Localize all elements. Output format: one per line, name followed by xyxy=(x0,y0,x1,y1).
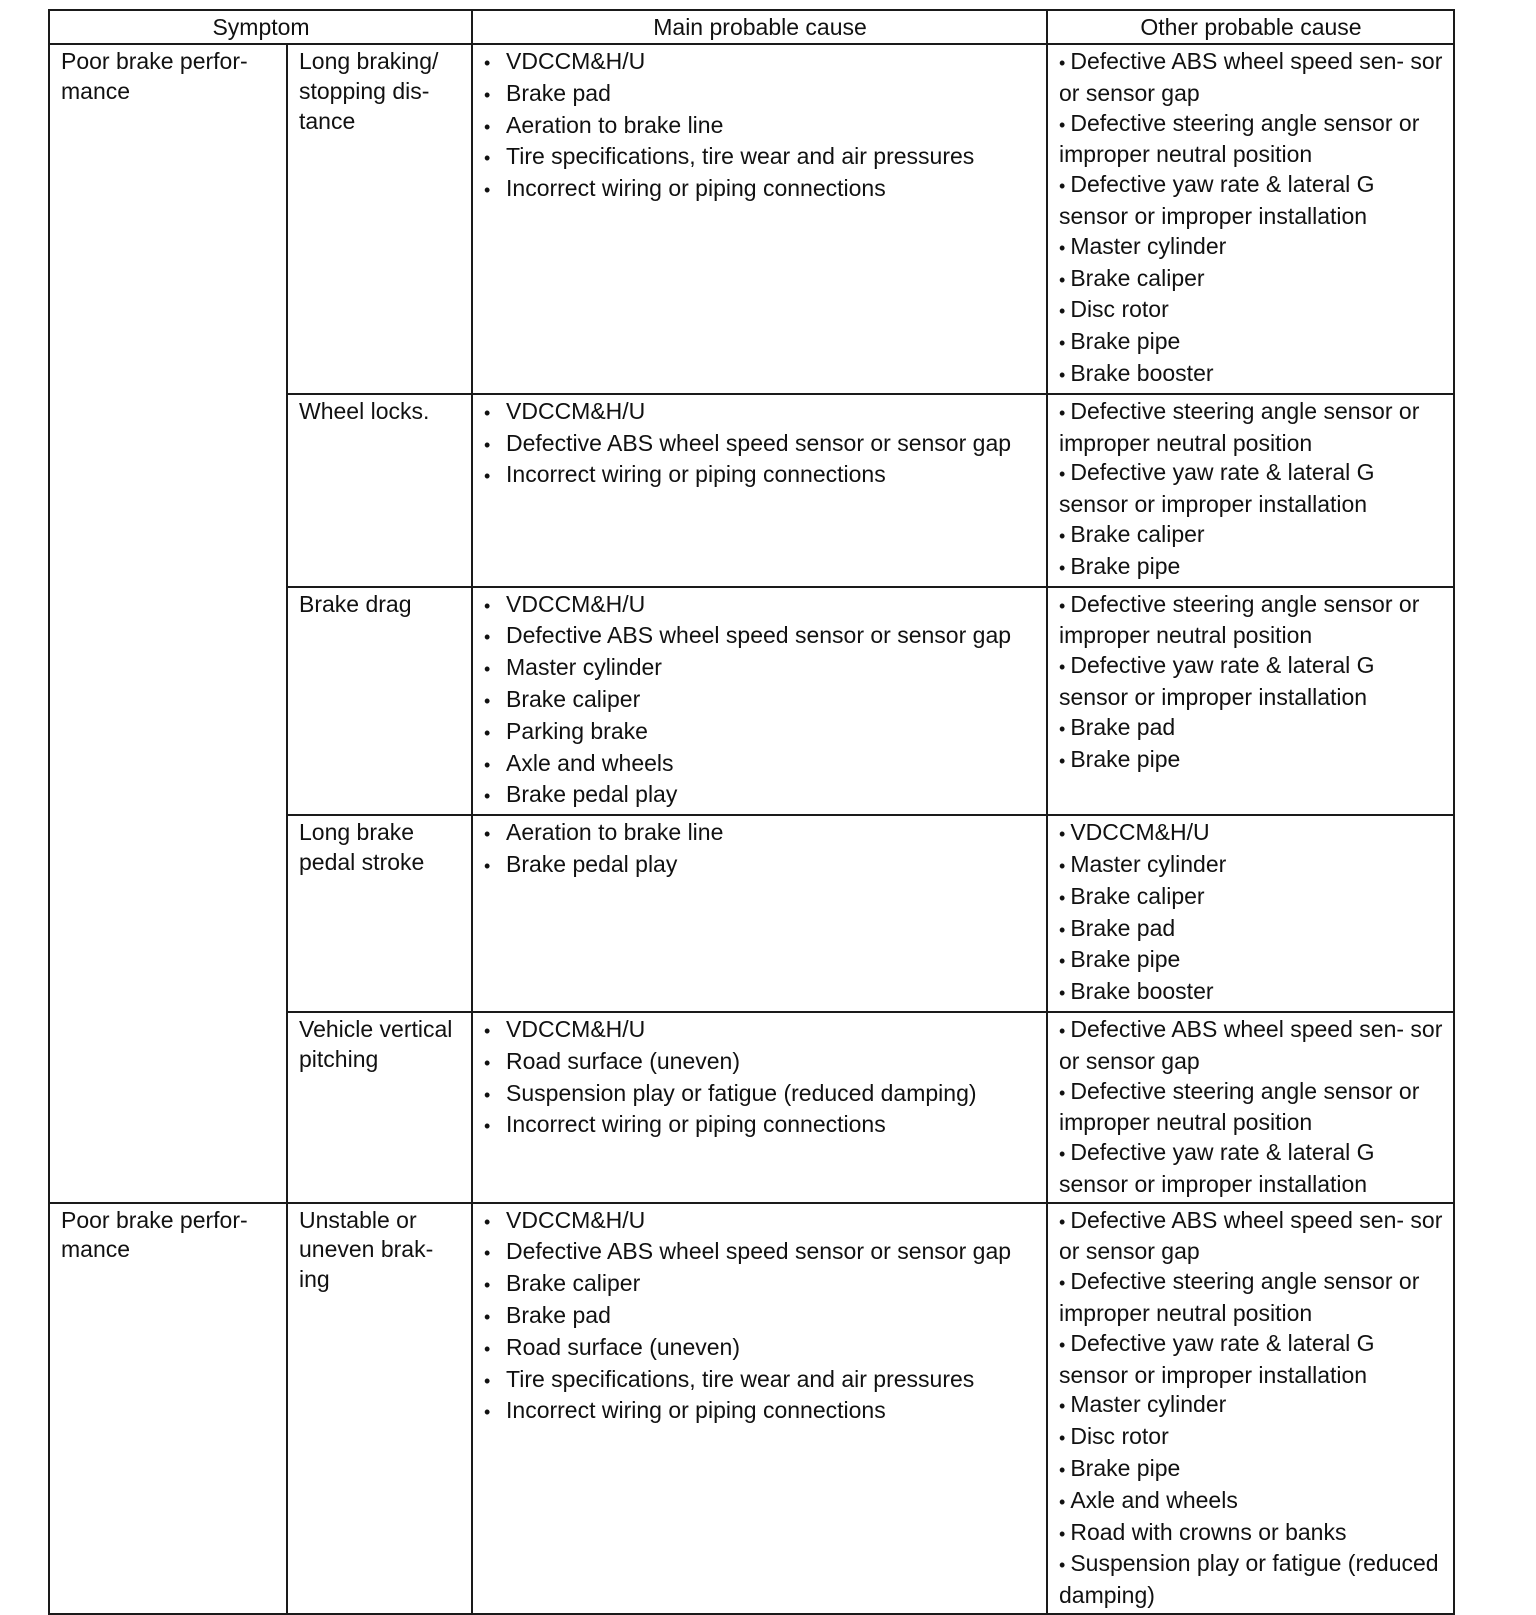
other-cause-cell xyxy=(1047,815,1454,1012)
list-item: • Brake caliper xyxy=(484,1269,1036,1301)
list-item: • Brake caliper xyxy=(1059,520,1443,552)
symptom-group-cell: Poor brake perfor- mance xyxy=(49,1203,287,1614)
list-item: • Brake caliper xyxy=(1059,264,1443,296)
list-item: • Brake caliper xyxy=(1059,882,1443,914)
list-item: • Incorrect wiring or piping connections xyxy=(484,460,1036,492)
other-cause-list xyxy=(1059,590,1443,777)
other-cause-list xyxy=(1059,397,1443,584)
other-cause-cell xyxy=(1047,394,1454,587)
list-item: • Brake pipe xyxy=(1059,745,1443,777)
main-cause-list xyxy=(484,818,1036,882)
symptom-detail-cell: Vehicle vertical pitching xyxy=(287,1012,472,1203)
symptom-detail-cell: Long braking/ stopping dis- tance xyxy=(287,44,472,394)
list-item: • Master cylinder xyxy=(1059,1390,1443,1422)
table-row xyxy=(49,44,1454,394)
list-item: • VDCCM&H/U xyxy=(1059,818,1443,850)
list-item: • Road surface (uneven) xyxy=(484,1047,1036,1079)
list-item: • Incorrect wiring or piping connections xyxy=(484,1396,1036,1428)
list-item: • Incorrect wiring or piping connections xyxy=(484,174,1036,206)
list-item: • Axle and wheels xyxy=(1059,1486,1443,1518)
main-cause-cell xyxy=(472,1012,1047,1203)
diagnosis-table xyxy=(48,9,1455,1615)
list-item: • Defective steering angle sensor or improper neutral position xyxy=(1059,109,1443,171)
list-item: • Brake pad xyxy=(1059,914,1443,946)
list-item: • Brake pedal play xyxy=(484,850,1036,882)
list-item: • Defective yaw rate & lateral G sensor or improper installation xyxy=(1059,170,1443,232)
main-cause-cell xyxy=(472,815,1047,1012)
list-item: • Brake caliper xyxy=(484,685,1036,717)
list-item: • Defective ABS wheel speed sensor or sensor gap xyxy=(484,1237,1036,1269)
list-item: • Defective yaw rate & lateral G sensor or improper installation xyxy=(1059,1329,1443,1391)
list-item: • Brake pad xyxy=(1059,713,1443,745)
list-item: • Defective yaw rate & lateral G sensor or improper installation xyxy=(1059,458,1443,520)
list-item: • Suspension play or fatigue (reduced damping) xyxy=(484,1079,1036,1111)
list-item: • Defective yaw rate & lateral G sensor or improper installation xyxy=(1059,1138,1443,1200)
other-cause-list xyxy=(1059,1206,1443,1611)
other-cause-list xyxy=(1059,818,1443,1009)
header-other-cause: Other probable cause xyxy=(1047,10,1454,44)
main-cause-list xyxy=(484,47,1036,206)
list-item: • Aeration to brake line xyxy=(484,818,1036,850)
table-row xyxy=(49,1203,1454,1614)
list-item: • Brake pipe xyxy=(1059,552,1443,584)
list-item: • VDCCM&H/U xyxy=(484,1206,1036,1238)
list-item: • Defective steering angle sensor or improper neutral position xyxy=(1059,1267,1443,1329)
main-cause-list xyxy=(484,397,1036,492)
list-item: • Master cylinder xyxy=(1059,232,1443,264)
list-item: • Brake pipe xyxy=(1059,327,1443,359)
list-item: • Brake pedal play xyxy=(484,780,1036,812)
other-cause-cell xyxy=(1047,587,1454,816)
list-item: • Defective ABS wheel speed sen- sor or sensor gap xyxy=(1059,1015,1443,1077)
list-item: • Disc rotor xyxy=(1059,295,1443,327)
symptom-detail-cell: Long brake pedal stroke xyxy=(287,815,472,1012)
other-cause-list xyxy=(1059,47,1443,391)
list-item: • Tire specifications, tire wear and air pressures xyxy=(484,1365,1036,1397)
list-item: • Aeration to brake line xyxy=(484,111,1036,143)
list-item: • Brake booster xyxy=(1059,977,1443,1009)
other-cause-cell xyxy=(1047,1203,1454,1614)
list-item: • Brake pad xyxy=(484,1301,1036,1333)
main-cause-list xyxy=(484,1206,1036,1429)
symptom-detail-cell: Wheel locks. xyxy=(287,394,472,587)
list-item: • Defective steering angle sensor or improper neutral position xyxy=(1059,590,1443,652)
list-item: • Road surface (uneven) xyxy=(484,1333,1036,1365)
list-item: • Defective yaw rate & lateral G sensor or improper installation xyxy=(1059,651,1443,713)
list-item: • VDCCM&H/U xyxy=(484,397,1036,429)
list-item: • Brake booster xyxy=(1059,359,1443,391)
list-item: • Defective ABS wheel speed sensor or sensor gap xyxy=(484,429,1036,461)
list-item: • VDCCM&H/U xyxy=(484,1015,1036,1047)
list-item: • Defective steering angle sensor or improper neutral position xyxy=(1059,397,1443,459)
other-cause-cell xyxy=(1047,44,1454,394)
list-item: • Master cylinder xyxy=(484,653,1036,685)
list-item: • Brake pipe xyxy=(1059,945,1443,977)
main-cause-cell xyxy=(472,1203,1047,1614)
main-cause-cell xyxy=(472,394,1047,587)
list-item: • Defective ABS wheel speed sen- sor or sensor gap xyxy=(1059,1206,1443,1268)
list-item: • Defective ABS wheel speed sensor or sensor gap xyxy=(484,621,1036,653)
symptom-detail-cell: Unstable or uneven brak- ing xyxy=(287,1203,472,1614)
header-main-cause: Main probable cause xyxy=(472,10,1047,44)
list-item: • Defective ABS wheel speed sen- sor or sensor gap xyxy=(1059,47,1443,109)
list-item: • Master cylinder xyxy=(1059,850,1443,882)
list-item: • Brake pipe xyxy=(1059,1454,1443,1486)
list-item: • Incorrect wiring or piping connections xyxy=(484,1110,1036,1142)
list-item: • Disc rotor xyxy=(1059,1422,1443,1454)
other-cause-list xyxy=(1059,1015,1443,1200)
header-symptom: Symptom xyxy=(49,10,472,44)
other-cause-cell xyxy=(1047,1012,1454,1203)
symptom-detail-cell: Brake drag xyxy=(287,587,472,816)
main-cause-list xyxy=(484,1015,1036,1142)
list-item: • VDCCM&H/U xyxy=(484,47,1036,79)
symptom-group-cell: Poor brake perfor- mance xyxy=(49,44,287,1203)
list-item: • Defective steering angle sensor or improper neutral position xyxy=(1059,1077,1443,1139)
main-cause-cell xyxy=(472,44,1047,394)
list-item: • VDCCM&H/U xyxy=(484,590,1036,622)
list-item: • Suspension play or fatigue (reduced damping) xyxy=(1059,1549,1443,1611)
list-item: • Brake pad xyxy=(484,79,1036,111)
list-item: • Tire specifications, tire wear and air pressures xyxy=(484,142,1036,174)
list-item: • Road with crowns or banks xyxy=(1059,1518,1443,1550)
main-cause-list xyxy=(484,590,1036,813)
list-item: • Axle and wheels xyxy=(484,749,1036,781)
main-cause-cell xyxy=(472,587,1047,816)
list-item: • Parking brake xyxy=(484,717,1036,749)
header-row xyxy=(49,10,1454,44)
